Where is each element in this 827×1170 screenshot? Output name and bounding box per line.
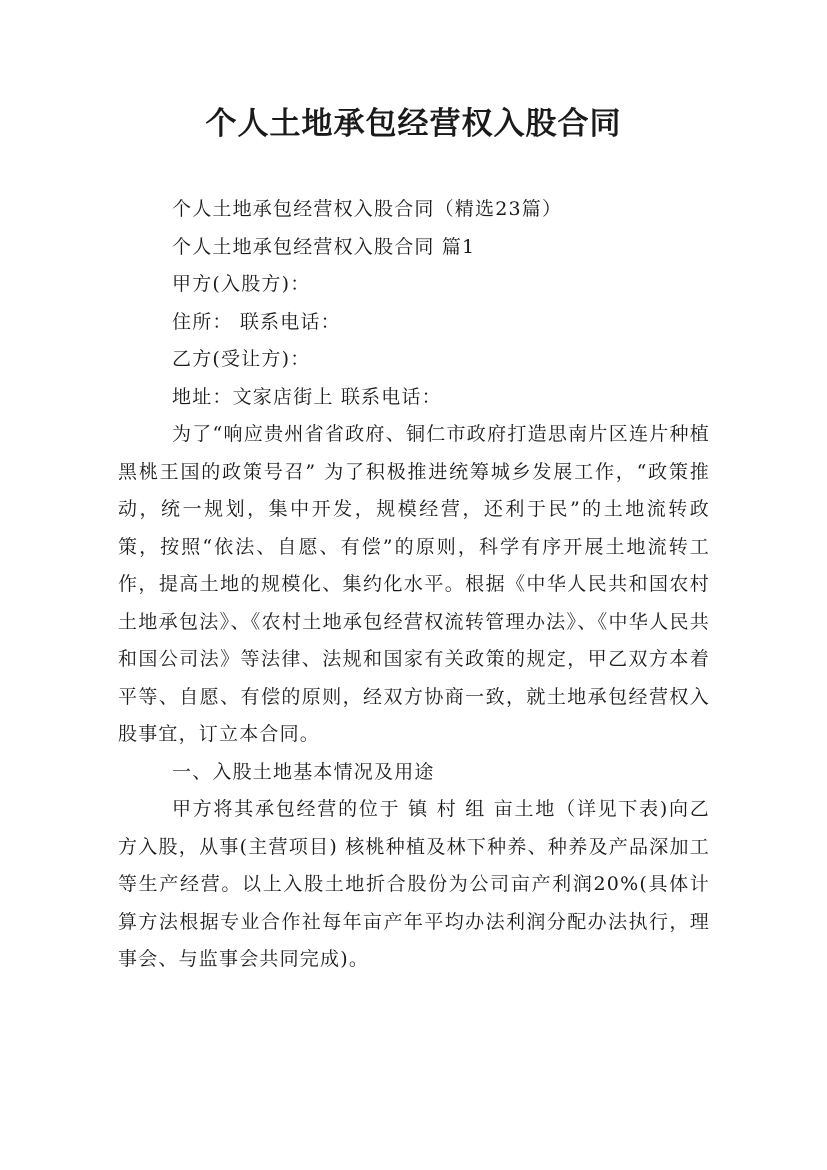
document-title: 个人土地承包经营权入股合同 [205,106,622,142]
document-body [118,191,710,979]
party-a-address-line: 住所： 联系电话： [172,310,341,333]
preamble-paragraph: 为了“响应贵州省省政府、铜仁市政府打造思南片区连片种植黑桃王国的政策号召” 为了积极推进统筹城乡发展工作，“政策推动，统一规划，集中开发，规模经营，还利于民”的土地流转政策，按照“依法、自愿、有偿”的原则，科学有序开展土地流转工作，提高土地的规模化、集约化水平。根据《中华人民共和国农村土地承包法》、《农村土地承包经营权流转管理办法》、《中华人民共和国公司法》等法律、法规和国家有关政策的规定，甲乙双方本着平等、自愿、有偿的原则，经双方协商一致，就土地承包经营权入股事宜，订立本合同。 [118,423,710,745]
article-1-paragraph: 甲方将其承包经营的位于 镇 村 组 亩土地（详见下表)向乙方入股，从事(主营项目) 核桃种植及林下种养、种养及产品深加工等生产经营。以上入股土地折合股份为公司亩产利润20%(具体计算方法根据专业合作社每年亩产年平均办法利润分配办法执行，理事会、与监事会共同完成)。 [118,798,710,970]
party-b-line: 乙方(受让方)： [172,348,311,370]
article-1-heading: 一、入股土地基本情况及用途 [172,760,435,783]
document-subtitle: 个人土地承包经营权入股合同（精选23篇） [172,198,563,220]
section-heading: 个人土地承包经营权入股合同 篇1 [172,235,476,258]
party-b-address-line: 地址：文家店街上 联系电话： [172,385,442,408]
party-a-line: 甲方(入股方)： [172,273,311,295]
